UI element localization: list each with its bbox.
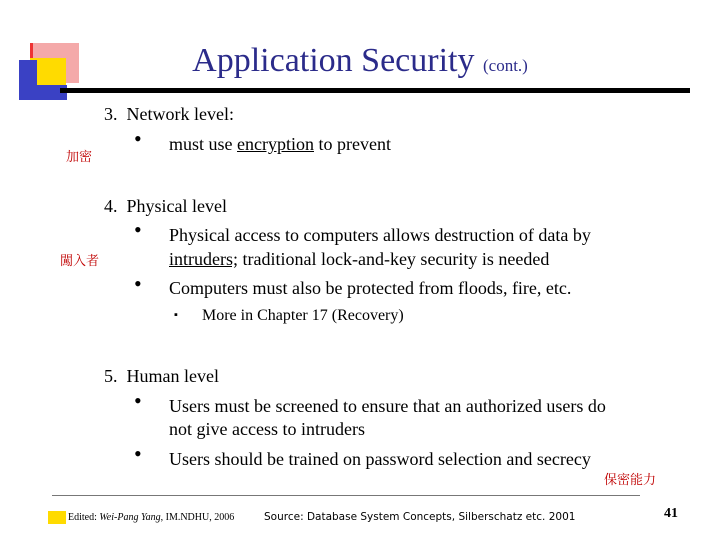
title-suffix: (cont.) bbox=[482, 56, 528, 75]
slide-title bbox=[0, 42, 720, 80]
item-number: 5. bbox=[104, 366, 118, 386]
annotation-secrecy: 保密能力 bbox=[604, 472, 657, 487]
item-label: Network level: bbox=[126, 104, 234, 124]
footer-yellow-square bbox=[48, 511, 66, 524]
footer-edited: Edited: Wei-Pang Yang, IM.NDHU, 2006 bbox=[68, 512, 235, 523]
bullet-text: must use encryption to prevent bbox=[169, 134, 391, 154]
underlined-term: encryption bbox=[237, 134, 314, 154]
item-human-level bbox=[104, 366, 219, 387]
bullet-text-continued: intruders; traditional lock-and-key security is needed bbox=[169, 249, 550, 269]
bullet-text: Physical access to computers allows destruction of data by bbox=[169, 225, 591, 245]
annotation-intruders: 闖入者 bbox=[60, 253, 100, 268]
bullet-dot: • bbox=[134, 217, 142, 242]
underlined-term: intruders; bbox=[169, 249, 238, 269]
title-underline bbox=[60, 88, 690, 93]
bullet-dot: • bbox=[134, 388, 142, 413]
item-network-level bbox=[104, 104, 234, 125]
bullet-text: Users should be trained on password selection and secrecy bbox=[169, 449, 591, 469]
item-physical-level bbox=[104, 196, 227, 217]
bullet-dot: • bbox=[134, 441, 142, 466]
item-label: Human level bbox=[126, 366, 219, 386]
item-number: 3. bbox=[104, 104, 118, 124]
item-number: 4. bbox=[104, 196, 118, 216]
bullet-dot: • bbox=[134, 271, 142, 296]
square-bullet: ▪ bbox=[174, 309, 178, 321]
item-label: Physical level bbox=[126, 196, 227, 216]
sub-bullet-text: More in Chapter 17 (Recovery) bbox=[202, 307, 404, 324]
bullet-text: Users must be screened to ensure that an authorized users do bbox=[169, 396, 606, 416]
footer-source: Source: Database System Concepts, Silberschatz etc. 2001 bbox=[264, 511, 576, 523]
annotation-encryption: 加密 bbox=[66, 149, 93, 164]
bullet-text: Computers must also be protected from floods, fire, etc. bbox=[169, 278, 572, 298]
bullet-text-continued: not give access to intruders bbox=[169, 419, 365, 439]
footer-author: Wei-Pang Yang bbox=[99, 512, 161, 523]
footer-divider bbox=[52, 495, 640, 496]
bullet-dot: • bbox=[134, 126, 142, 151]
page-number: 41 bbox=[664, 506, 678, 521]
title-main: Application Security bbox=[192, 42, 475, 79]
